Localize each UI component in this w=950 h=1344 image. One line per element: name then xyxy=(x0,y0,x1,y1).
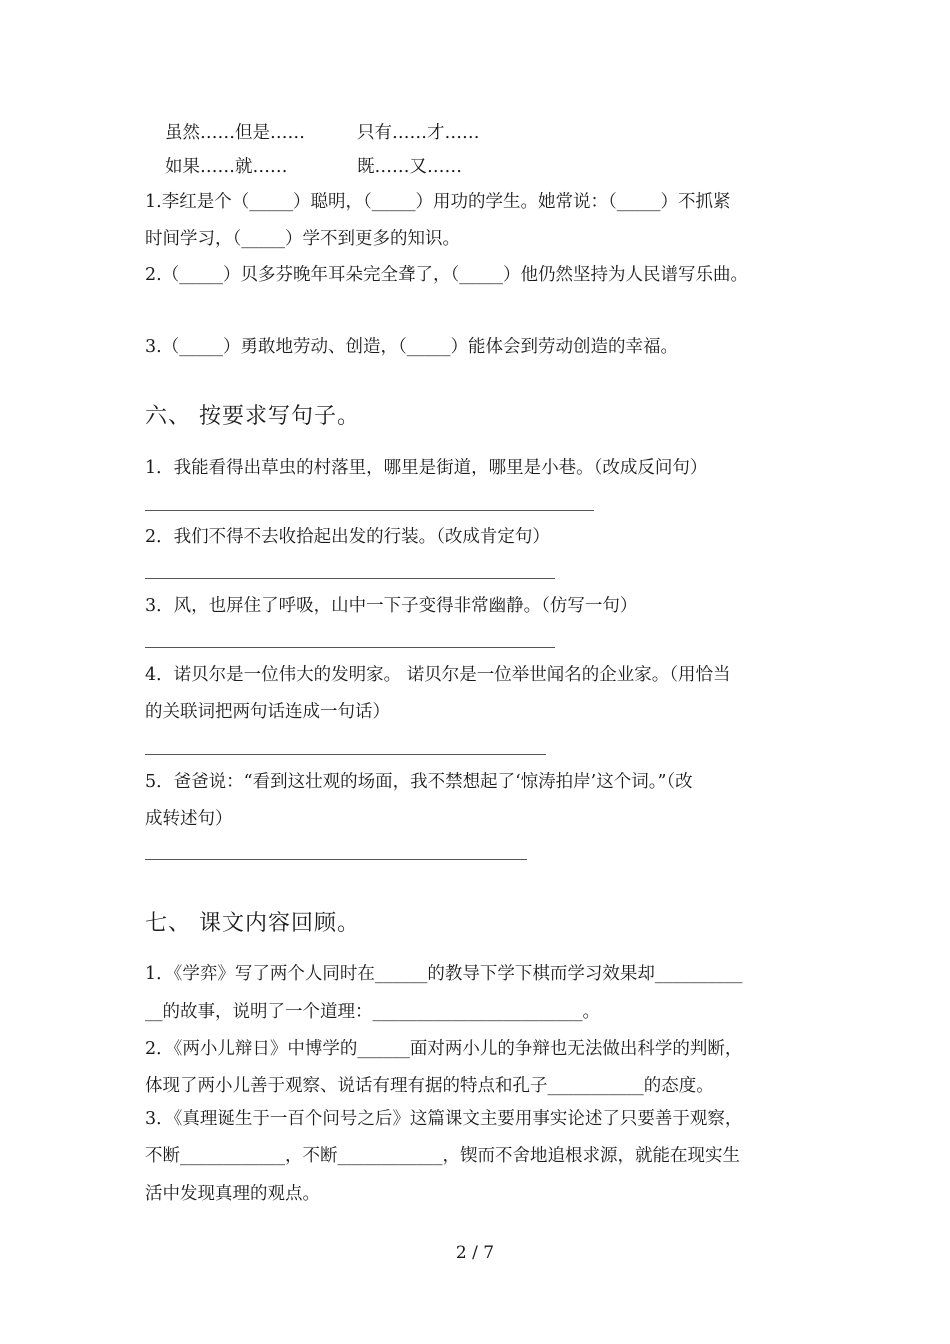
section-7-title: 七、 课文内容回顾。 xyxy=(145,911,360,936)
fill-in-question-1: 1.李红是个（_____）聪明，（_____）用功的学生。她常说：（_____）不抓紧 xyxy=(145,192,731,212)
section-6-question-5-cont: 成转述句） xyxy=(145,809,233,829)
answer-line[interactable] xyxy=(145,754,546,755)
section-6-question-1: 1．我能看得出草虫的村落里，哪里是街道，哪里是小巷。（改成反问句） xyxy=(145,458,708,478)
section-7-question-2-cont: 体现了两小儿善于观察、说话有理有据的特点和孔子___________的态度。 xyxy=(145,1076,714,1096)
answer-line[interactable] xyxy=(145,510,594,511)
section-6-question-3: 3．风，也屏住了呼吸，山中一下子变得非常幽静。（仿写一句） xyxy=(145,596,638,616)
section-6-title: 六、 按要求写句子。 xyxy=(145,404,360,429)
section-7-question-3-cont: 不断____________，不断____________，锲而不舍地追根求源，就能在现实生 xyxy=(145,1146,740,1166)
word-bank-item: 虽然……但是…… xyxy=(165,123,305,143)
answer-line[interactable] xyxy=(145,859,527,860)
section-7-question-3: 3．《真理诞生于一百个问号之后》这篇课文主要用事实论述了只要善于观察， xyxy=(145,1109,743,1129)
fill-in-question-1-cont: 时间学习，（_____）学不到更多的知识。 xyxy=(145,229,460,249)
fill-in-question-2: 2.（_____）贝多芬晚年耳朵完全聋了，（_____）他仍然坚持为人民谱写乐曲。 xyxy=(145,265,748,285)
answer-line[interactable] xyxy=(145,578,555,579)
section-7-question-1: 1．《学弈》写了两个人同时在______的教导下学下棋而学习效果却__________ xyxy=(145,964,743,984)
section-6-question-4: 4．诺贝尔是一位伟大的发明家。 诺贝尔是一位举世闻名的企业家。（用恰当 xyxy=(145,665,731,685)
section-6-question-5: 5．爸爸说：“看到这壮观的场面，我不禁想起了‘惊涛拍岸’这个词。”（改 xyxy=(145,772,693,792)
section-6-question-2: 2．我们不得不去收拾起出发的行装。（改成肯定句） xyxy=(145,527,550,547)
section-7-question-3-cont2: 活中发现真理的观点。 xyxy=(145,1184,320,1204)
answer-line[interactable] xyxy=(145,647,555,648)
section-7-question-1-cont: __的故事，说明了一个道理：________________________。 xyxy=(145,1002,600,1022)
section-7-question-2: 2．《两小儿辩日》中博学的______面对两小儿的争辩也无法做出科学的判断， xyxy=(145,1039,743,1059)
section-6-question-4-cont: 的关联词把两句话连成一句话） xyxy=(145,702,390,722)
word-bank-item: 如果……就…… xyxy=(165,157,288,177)
fill-in-question-3: 3.（_____）勇敢地劳动、创造，（_____）能体会到劳动创造的幸福。 xyxy=(145,337,678,357)
word-bank-item: 既……又…… xyxy=(357,157,462,177)
page-number: 2 / 7 xyxy=(455,1243,495,1263)
word-bank-item: 只有……才…… xyxy=(357,123,480,143)
